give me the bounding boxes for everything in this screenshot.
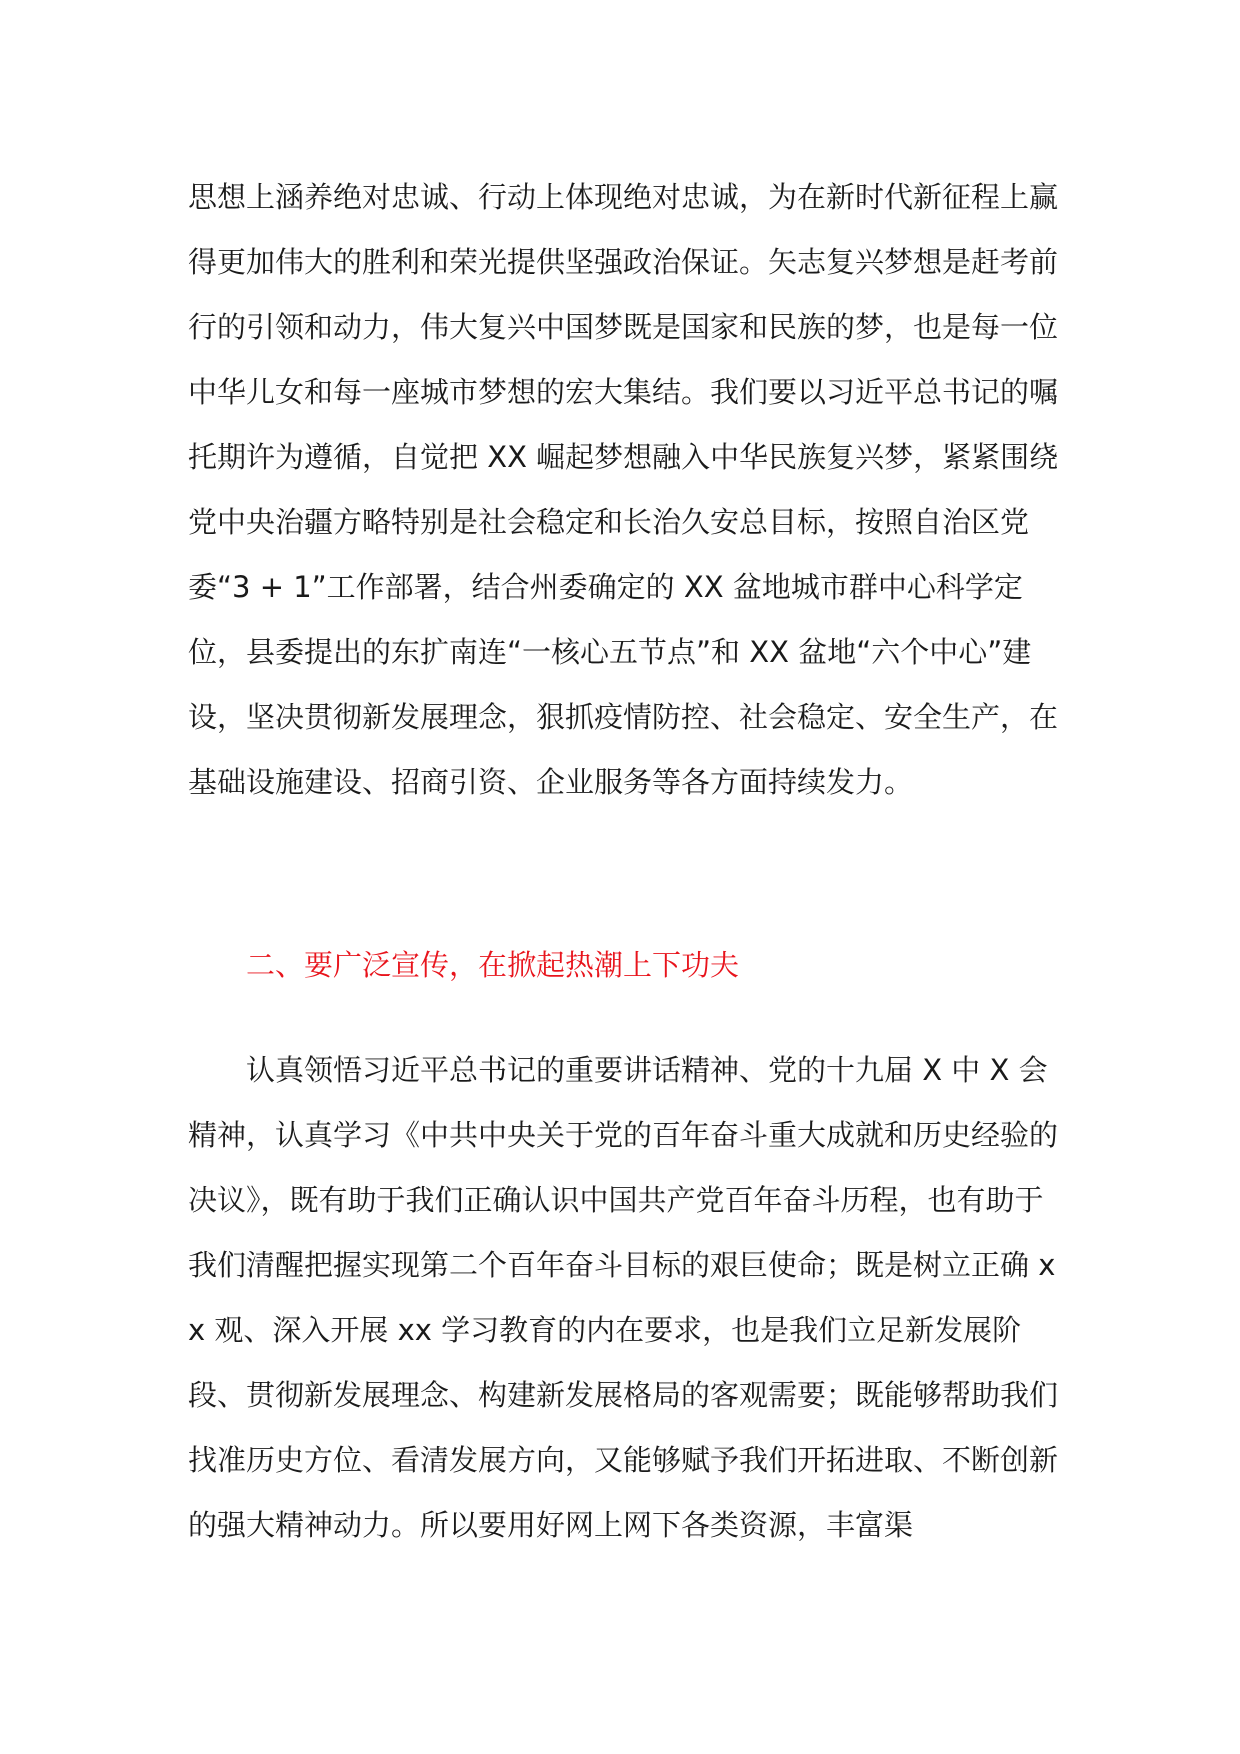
body-paragraph: 认真领悟习近平总书记的重要讲话精神、党的十九届 X 中 X 会精神，认真学习《中共中央关于党的百年奋斗重大成就和历史经验的决议》，既有助于我们正确认识中国共产党百年奋斗历程，也有助于我们清醒把握实现第二个百年奋斗目标的艰巨使命；既是树立正确 xx 观、深入开展 xx 学习教育的内在要求，也是我们立足新发展阶段、贯彻新发展理念、构建新发展格局的客观需要；既能够帮助我们找准历史方位、看清发展方向，又能够赋予我们开拓进取、不断创新的强大精神动力。所以要用好网上网下各类资源，丰富渠	[188, 1053, 1059, 1542]
section-heading: 二、要广泛宣传，在掀起热潮上下功夫	[246, 948, 740, 982]
body-paragraph-continued: 思想上涵养绝对忠诚、行动上体现绝对忠诚，为在新时代新征程上赢得更加伟大的胜利和荣光提供坚强政治保证。矢志复兴梦想是赶考前行的引领和动力，伟大复兴中国梦既是国家和民族的梦，也是每一位中华儿女和每一座城市梦想的宏大集结。我们要以习近平总书记的嘱托期许为遵循，自觉把 XX 崛起梦想融入中华民族复兴梦，紧紧围绕党中央治疆方略特别是社会稳定和长治久安总目标，按照自治区党委“3 + 1”工作部署，结合州委确定的 XX 盆地城市群中心科学定位，县委提出的东扩南连“一核心五节点”和 XX 盆地“六个中心”建设，坚决贯彻新发展理念，狠抓疫情防控、社会稳定、安全生产，在基础设施建设、招商引资、企业服务等各方面持续发力。	[188, 180, 1059, 799]
